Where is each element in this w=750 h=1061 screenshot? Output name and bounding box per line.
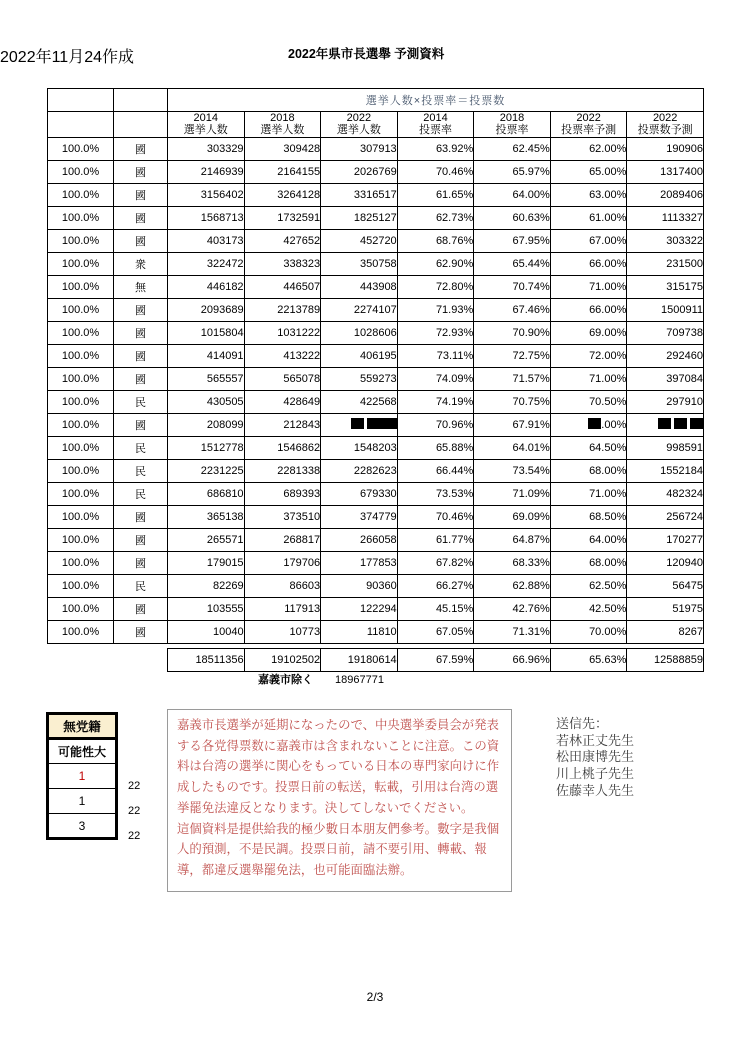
cell-votes2022p: 1317400	[627, 160, 704, 183]
independent-count-2: 22	[128, 805, 141, 817]
independent-counts	[128, 712, 168, 849]
cell-turn2014: 74.19%	[397, 390, 474, 413]
cell-turn2022p: 64.50%	[550, 436, 627, 459]
cell-percent: 100.0%	[48, 390, 114, 413]
cell-turn2014: 73.11%	[397, 344, 474, 367]
cell-percent: 100.0%	[48, 505, 114, 528]
table-row	[48, 528, 704, 551]
header-line1: 2014	[193, 112, 219, 124]
cell-percent: 100.0%	[48, 252, 114, 275]
cell-voters2014: 208099	[168, 413, 245, 436]
cell-voters2018: 2213789	[244, 298, 321, 321]
cell-turn2018: 42.76%	[474, 597, 551, 620]
table-row	[48, 183, 704, 206]
cell-turn2014: 61.65%	[397, 183, 474, 206]
cell-turn2022p: 71.00%	[550, 482, 627, 505]
cell-votes2022p: 256724	[627, 505, 704, 528]
cell-voters2018: 86603	[244, 574, 321, 597]
cell-voters2022: 422568	[321, 390, 398, 413]
cell-turn2022p: 61.00%	[550, 206, 627, 229]
cell-voters2014: 686810	[168, 482, 245, 505]
cell-voters2022: 1548203	[321, 436, 398, 459]
cell-voters2022: 406195	[321, 344, 398, 367]
independent-value-1: 1	[48, 764, 117, 789]
cell-voters2022: 374779	[321, 505, 398, 528]
cell-percent: 100.0%	[48, 137, 114, 160]
cell-voters2018: 179706	[244, 551, 321, 574]
cell-party: 國	[114, 551, 168, 574]
column-header	[550, 112, 627, 138]
table-row	[48, 436, 704, 459]
disclaimer-zh-line-3: 導，都違反選舉罷免法，也可能面臨法辦。	[177, 862, 413, 878]
header-line1: 2022	[576, 112, 601, 124]
cell-turn2018: 71.57%	[474, 367, 551, 390]
total-voters2022: 19180614	[321, 648, 398, 671]
cell-turn2014: 67.82%	[397, 551, 474, 574]
cell-turn2014: 70.46%	[397, 160, 474, 183]
cell-voters2022: 679330	[321, 482, 398, 505]
cell-turn2014: 67.05%	[397, 620, 474, 643]
table-banner-row	[48, 89, 704, 112]
header-blank-2	[114, 112, 168, 138]
cell-turn2014: 63.92%	[397, 137, 474, 160]
cell-percent: 100.0%	[48, 275, 114, 298]
cell-turn2022p: 72.00%	[550, 344, 627, 367]
table-row	[48, 505, 704, 528]
header-line1: 2014	[423, 112, 448, 124]
cell-percent: 100.0%	[48, 367, 114, 390]
table-row	[48, 597, 704, 620]
document-title: 2022年県市長選舉 予測資料	[288, 47, 445, 61]
cell-voters2022: 350758	[321, 252, 398, 275]
cell-voters2018: 309428	[244, 137, 321, 160]
cell-turn2018: 67.46%	[474, 298, 551, 321]
exclusion-note-value: 18967771	[335, 674, 384, 686]
totals-blank-2	[114, 648, 168, 671]
cell-percent: 100.0%	[48, 206, 114, 229]
cell-turn2014: 73.53%	[397, 482, 474, 505]
header-line2: 選挙人数	[183, 124, 228, 137]
cell-turn2018: 70.75%	[474, 390, 551, 413]
cell-turn2022p: 70.00%	[550, 620, 627, 643]
cell-voters2018: 373510	[244, 505, 321, 528]
cell-turn2018: 67.95%	[474, 229, 551, 252]
cell-party: 民	[114, 436, 168, 459]
cell-voters2018: 268817	[244, 528, 321, 551]
cell-turn2014: 70.46%	[397, 505, 474, 528]
cell-turn2018: 62.45%	[474, 137, 551, 160]
disclaimer-note	[167, 709, 512, 892]
cell-voters2022: 90360	[321, 574, 398, 597]
column-header	[397, 112, 474, 138]
cell-voters2018: 1732591	[244, 206, 321, 229]
cell-turn2018: 67.91%	[474, 413, 551, 436]
independent-table	[46, 712, 118, 840]
cell-party: 民	[114, 574, 168, 597]
disclaimer-zh-line-2: 人的預測，不是民調。投票日前，請不要引用、轉載、報	[177, 841, 487, 857]
cell-party: 民	[114, 459, 168, 482]
cell-votes2022p	[627, 413, 704, 436]
cell-turn2018: 73.54%	[474, 459, 551, 482]
cell-votes2022p: 1113327	[627, 206, 704, 229]
cell-turn2018: 72.75%	[474, 344, 551, 367]
cell-voters2014: 365138	[168, 505, 245, 528]
recipients-list	[556, 716, 634, 799]
header-line1: 2022	[652, 112, 678, 124]
cell-votes2022p: 315175	[627, 275, 704, 298]
independent-value-3: 3	[48, 814, 117, 839]
cell-turn2018: 62.88%	[474, 574, 551, 597]
table-row	[48, 321, 704, 344]
cell-votes2022p: 1500911	[627, 298, 704, 321]
cell-party: 民	[114, 390, 168, 413]
cell-voters2022: 2274107	[321, 298, 398, 321]
cell-turn2018: 70.74%	[474, 275, 551, 298]
cell-votes2022p: 292460	[627, 344, 704, 367]
cell-turn2014: 66.44%	[397, 459, 474, 482]
table-row	[48, 482, 704, 505]
redaction-bar	[588, 418, 601, 429]
cell-party: 國	[114, 413, 168, 436]
cell-turn2022p: 62.00%	[550, 137, 627, 160]
cell-turn2022p: 68.00%	[550, 551, 627, 574]
cell-turn2014: 62.73%	[397, 206, 474, 229]
cell-party: 國	[114, 367, 168, 390]
cell-turn2018: 69.09%	[474, 505, 551, 528]
cell-voters2014: 303329	[168, 137, 245, 160]
cell-turn2022p: 68.50%	[550, 505, 627, 528]
cell-voters2014: 403173	[168, 229, 245, 252]
header-line2: 投票率	[418, 124, 452, 137]
cell-voters2018: 10773	[244, 620, 321, 643]
cell-voters2014: 414091	[168, 344, 245, 367]
cell-voters2014: 565557	[168, 367, 245, 390]
cell-percent: 100.0%	[48, 344, 114, 367]
cell-turn2022p: 66.00%	[550, 252, 627, 275]
total-turn2022p: 65.63%	[550, 648, 627, 671]
cell-voters2022: 307913	[321, 137, 398, 160]
cell-voters2022: 443908	[321, 275, 398, 298]
cell-voters2014: 1512778	[168, 436, 245, 459]
cell-turn2018: 65.44%	[474, 252, 551, 275]
cell-voters2014: 1015804	[168, 321, 245, 344]
cell-turn2018: 68.33%	[474, 551, 551, 574]
header-line2: 投票数予測	[637, 124, 693, 137]
cell-votes2022p: 51975	[627, 597, 704, 620]
disclaimer-ja-line-1: 嘉義市長選挙が延期になったので、中央選挙委員会が発表	[177, 717, 499, 732]
cell-voters2022: 1028606	[321, 321, 398, 344]
cell-turn2022p: 69.00%	[550, 321, 627, 344]
disclaimer-zh-line-1: 這個資料是提供給我的極少數日本朋友們參考。數字是我個	[177, 820, 500, 836]
total-votes2022p: 12588859	[627, 648, 704, 671]
cell-party: 國	[114, 160, 168, 183]
cell-party: 國	[114, 505, 168, 528]
recipients-label: 送信先：	[556, 716, 609, 731]
column-header	[168, 112, 245, 138]
cell-votes2022p: 8267	[627, 620, 704, 643]
table-row	[48, 344, 704, 367]
cell-party: 國	[114, 183, 168, 206]
table-row	[48, 275, 704, 298]
cell-percent: 100.0%	[48, 597, 114, 620]
cell-voters2022	[321, 413, 398, 436]
cell-turn2014: 74.09%	[397, 367, 474, 390]
table-row	[48, 298, 704, 321]
cell-votes2022p: 190906	[627, 137, 704, 160]
cell-voters2018: 689393	[244, 482, 321, 505]
cell-turn2022p: 42.50%	[550, 597, 627, 620]
independent-subtitle: 可能性大	[48, 739, 117, 764]
cell-votes2022p: 998591	[627, 436, 704, 459]
cell-voters2018: 117913	[244, 597, 321, 620]
cell-percent: 100.0%	[48, 620, 114, 643]
cell-votes2022p: 56475	[627, 574, 704, 597]
cell-turn2022p: 64.00%	[550, 528, 627, 551]
total-voters2014: 18511356	[168, 648, 245, 671]
cell-turn2014: 45.15%	[397, 597, 474, 620]
cell-turn2018: 64.01%	[474, 436, 551, 459]
cell-votes2022p: 1552184	[627, 459, 704, 482]
redaction-bar	[367, 418, 397, 429]
table-row	[48, 137, 704, 160]
recipient-3: 川上桃子先生	[556, 765, 635, 781]
disclaimer-ja-line-3: 料は台湾の選挙に関心をもっている日本の専門家向けに作	[177, 758, 500, 774]
cell-voters2018: 338323	[244, 252, 321, 275]
header-line1: 2022	[346, 112, 372, 124]
cell-votes2022p: 397084	[627, 367, 704, 390]
cell-voters2014: 322472	[168, 252, 245, 275]
cell-votes2022p: 231500	[627, 252, 704, 275]
cell-voters2014: 430505	[168, 390, 245, 413]
table-row	[48, 367, 704, 390]
cell-percent: 100.0%	[48, 551, 114, 574]
cell-voters2014: 1568713	[168, 206, 245, 229]
cell-turn2022p: 70.50%	[550, 390, 627, 413]
cell-turn2018: 64.00%	[474, 183, 551, 206]
table-row	[48, 459, 704, 482]
cell-voters2022: 559273	[321, 367, 398, 390]
cell-voters2022: 11810	[321, 620, 398, 643]
cell-voters2022: 452720	[321, 229, 398, 252]
column-header	[474, 112, 551, 138]
cell-votes2022p: 170277	[627, 528, 704, 551]
cell-party: 國	[114, 206, 168, 229]
cell-voters2018: 427652	[244, 229, 321, 252]
cell-voters2022: 2282623	[321, 459, 398, 482]
independent-value-2: 1	[48, 789, 117, 814]
page-number: 2/3	[366, 990, 384, 1004]
recipient-1: 若林正丈先生	[556, 732, 635, 748]
cell-turn2018: 64.87%	[474, 528, 551, 551]
document-header	[0, 44, 750, 66]
cell-turn2014: 71.93%	[397, 298, 474, 321]
cell-voters2018: 565078	[244, 367, 321, 390]
table-row	[48, 252, 704, 275]
header-line1: 2018	[270, 112, 295, 124]
cell-turn2018: 70.90%	[474, 321, 551, 344]
cell-party: 無	[114, 275, 168, 298]
cell-voters2018: 2281338	[244, 459, 321, 482]
cell-votes2022p: 2089406	[627, 183, 704, 206]
cell-party: 國	[114, 298, 168, 321]
cell-voters2014: 103555	[168, 597, 245, 620]
recipient-2: 松田康博先生	[556, 749, 635, 765]
cell-voters2018: 413222	[244, 344, 321, 367]
cell-party: 國	[114, 321, 168, 344]
banner-blank-2	[114, 89, 168, 112]
disclaimer-ja-line-5: 挙罷免法違反となります。決してしないでください。	[177, 799, 474, 815]
independent-title: 無党籍	[48, 714, 117, 739]
election-forecast-table	[47, 88, 704, 672]
cell-percent: 100.0%	[48, 482, 114, 505]
redaction-bar	[674, 418, 687, 429]
cell-voters2014: 2146939	[168, 160, 245, 183]
table-header-row	[48, 112, 704, 138]
cell-party: 國	[114, 597, 168, 620]
cell-party: 衆	[114, 252, 168, 275]
cell-voters2018: 1546862	[244, 436, 321, 459]
cell-party: 國	[114, 344, 168, 367]
total-voters2018: 19102502	[244, 648, 321, 671]
banner-blank-1	[48, 89, 114, 112]
cell-voters2014: 179015	[168, 551, 245, 574]
table-row	[48, 551, 704, 574]
cell-turn2022p: 62.50%	[550, 574, 627, 597]
cell-voters2022: 1825127	[321, 206, 398, 229]
cell-turn2022p: .00%	[550, 413, 627, 436]
cell-turn2014: 65.88%	[397, 436, 474, 459]
header-line1: 2018	[499, 112, 525, 124]
cell-percent: 100.0%	[48, 183, 114, 206]
cell-voters2014: 10040	[168, 620, 245, 643]
table-row	[48, 620, 704, 643]
cell-turn2014: 72.80%	[397, 275, 474, 298]
cell-turn2022p: 68.00%	[550, 459, 627, 482]
table-row	[48, 413, 704, 436]
cell-voters2022: 266058	[321, 528, 398, 551]
cell-turn2014: 68.76%	[397, 229, 474, 252]
cell-party: 民	[114, 482, 168, 505]
cell-voters2022: 2026769	[321, 160, 398, 183]
header-line2: 投票率予測	[561, 124, 617, 137]
totals-blank-1	[48, 648, 114, 671]
cell-turn2018: 60.63%	[474, 206, 551, 229]
total-turn2018: 66.96%	[474, 648, 551, 671]
cell-turn2014: 66.27%	[397, 574, 474, 597]
cell-turn2014: 70.96%	[397, 413, 474, 436]
cell-votes2022p: 303322	[627, 229, 704, 252]
cell-turn2022p: 71.00%	[550, 275, 627, 298]
cell-percent: 100.0%	[48, 160, 114, 183]
table-row	[48, 160, 704, 183]
column-header	[627, 112, 704, 138]
cell-turn2018: 71.31%	[474, 620, 551, 643]
independent-candidates-box	[46, 712, 118, 840]
cell-voters2014: 3156402	[168, 183, 245, 206]
cell-party: 國	[114, 620, 168, 643]
table-row	[48, 229, 704, 252]
cell-voters2018: 212843	[244, 413, 321, 436]
cell-percent: 100.0%	[48, 574, 114, 597]
cell-turn2022p: 71.00%	[550, 367, 627, 390]
creation-date: 2022年11月24作成	[0, 49, 135, 66]
cell-party: 國	[114, 528, 168, 551]
recipient-4: 佐藤幸人先生	[556, 782, 635, 798]
column-header	[321, 112, 398, 138]
independent-count-1: 22	[128, 780, 141, 792]
redaction-bar	[690, 418, 703, 429]
table-row	[48, 206, 704, 229]
banner-formula: 選挙人数×投票率＝投票数	[168, 89, 704, 112]
disclaimer-ja-line-2: する各党得票数に嘉義市は含まれないことに注意。この資	[177, 737, 500, 753]
total-turn2014: 67.59%	[397, 648, 474, 671]
cell-turn2018: 71.09%	[474, 482, 551, 505]
cell-votes2022p: 482324	[627, 482, 704, 505]
header-line2: 投票率	[495, 124, 529, 137]
cell-party: 國	[114, 229, 168, 252]
exclusion-note	[258, 671, 384, 687]
cell-voters2014: 265571	[168, 528, 245, 551]
redaction-bar	[658, 418, 671, 429]
cell-percent: 100.0%	[48, 528, 114, 551]
cell-voters2018: 446507	[244, 275, 321, 298]
header-blank-1	[48, 112, 114, 138]
header-line2: 選挙人数	[336, 124, 381, 137]
table-totals-row	[48, 648, 704, 671]
cell-voters2014: 2093689	[168, 298, 245, 321]
column-header	[244, 112, 321, 138]
redaction-bar	[351, 418, 364, 429]
cell-voters2022: 177853	[321, 551, 398, 574]
exclusion-note-label: 嘉義市除く	[258, 674, 313, 686]
cell-voters2014: 2231225	[168, 459, 245, 482]
cell-votes2022p: 297910	[627, 390, 704, 413]
cell-percent: 100.0%	[48, 459, 114, 482]
cell-voters2018: 3264128	[244, 183, 321, 206]
cell-percent: 100.0%	[48, 321, 114, 344]
cell-turn2022p: 65.00%	[550, 160, 627, 183]
cell-turn2014: 72.93%	[397, 321, 474, 344]
cell-voters2022: 122294	[321, 597, 398, 620]
cell-turn2022p: 67.00%	[550, 229, 627, 252]
table-row	[48, 574, 704, 597]
disclaimer-ja-line-4: 成したものです。投票日前の転送，転載，引用は台湾の選	[177, 779, 499, 795]
table-row	[48, 390, 704, 413]
forecast-grid	[47, 88, 704, 672]
cell-turn2022p: 63.00%	[550, 183, 627, 206]
cell-percent: 100.0%	[48, 229, 114, 252]
cell-voters2014: 446182	[168, 275, 245, 298]
independent-count-3: 22	[128, 830, 141, 842]
header-line2: 選挙人数	[260, 124, 305, 137]
cell-voters2018: 428649	[244, 390, 321, 413]
cell-voters2022: 3316517	[321, 183, 398, 206]
cell-party: 國	[114, 137, 168, 160]
cell-turn2014: 61.77%	[397, 528, 474, 551]
cell-percent: 100.0%	[48, 413, 114, 436]
cell-votes2022p: 120940	[627, 551, 704, 574]
cell-turn2022p: 66.00%	[550, 298, 627, 321]
cell-percent: 100.0%	[48, 298, 114, 321]
cell-voters2014: 82269	[168, 574, 245, 597]
cell-voters2018: 1031222	[244, 321, 321, 344]
cell-turn2018: 65.97%	[474, 160, 551, 183]
cell-percent: 100.0%	[48, 436, 114, 459]
cell-votes2022p: 709738	[627, 321, 704, 344]
cell-voters2018: 2164155	[244, 160, 321, 183]
cell-turn2014: 62.90%	[397, 252, 474, 275]
